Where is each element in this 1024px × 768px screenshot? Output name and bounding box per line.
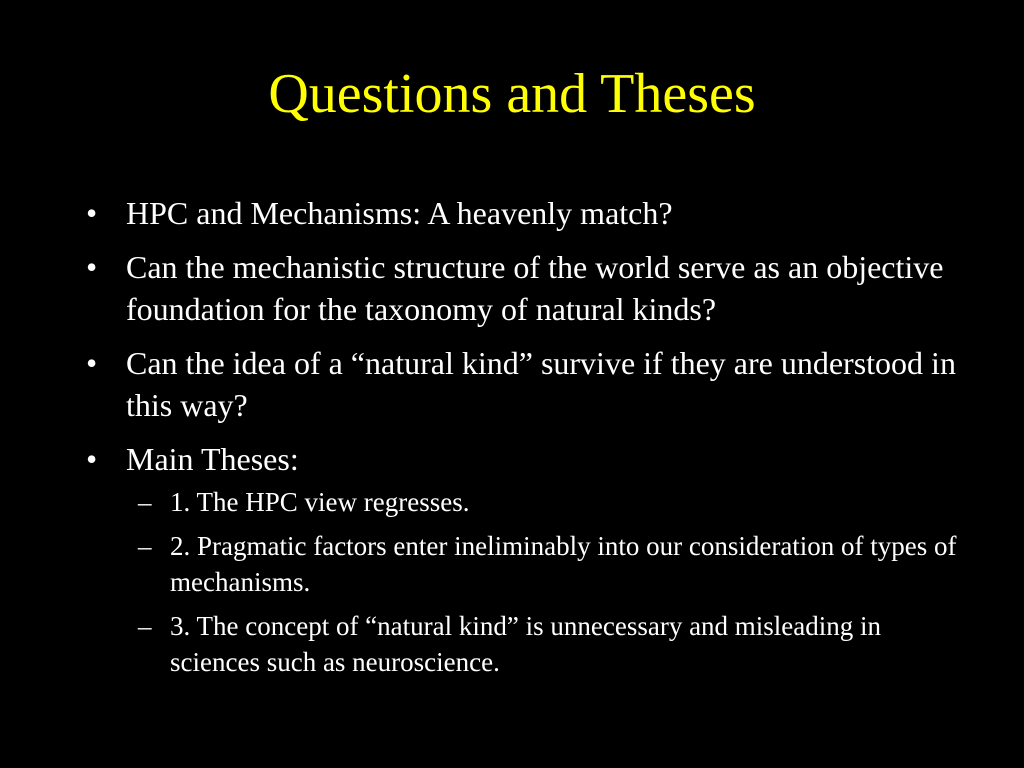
dash-marker: – bbox=[138, 531, 152, 561]
sub-bullet-item bbox=[126, 608, 966, 680]
sub-bullet-item bbox=[126, 484, 966, 520]
bullet-text: Can the idea of a “natural kind” survive if they are understood in this way? bbox=[126, 345, 956, 423]
bullet-marker: • bbox=[86, 195, 98, 231]
sub-bullet-text: 2. Pragmatic factors enter ineliminably into our consideration of types of mechanisms. bbox=[170, 531, 957, 597]
sub-bullet-text: 3. The concept of “natural kind” is unnecessary and misleading in sciences such as neuroscience. bbox=[170, 611, 882, 677]
dash-marker: – bbox=[138, 611, 152, 641]
bullet-item bbox=[86, 342, 966, 426]
bullet-item bbox=[86, 246, 966, 330]
bullet-list bbox=[86, 192, 966, 688]
dash-marker: – bbox=[138, 487, 152, 517]
bullet-text: Can the mechanistic structure of the world serve as an objective foundation for the taxonomy of natural kinds? bbox=[126, 249, 944, 327]
sub-bullet-list bbox=[126, 484, 966, 680]
sub-bullet-item bbox=[126, 528, 966, 600]
bullet-item-main-theses bbox=[86, 438, 966, 680]
sub-bullet-text: 1. The HPC view regresses. bbox=[170, 487, 470, 517]
bullet-text: HPC and Mechanisms: A heavenly match? bbox=[126, 195, 673, 231]
bullet-marker: • bbox=[86, 345, 98, 381]
bullet-marker: • bbox=[86, 249, 98, 285]
bullet-text: Main Theses: bbox=[126, 441, 299, 477]
slide-title: Questions and Theses bbox=[268, 63, 756, 125]
bullet-marker: • bbox=[86, 441, 98, 477]
bullet-item bbox=[86, 192, 966, 234]
